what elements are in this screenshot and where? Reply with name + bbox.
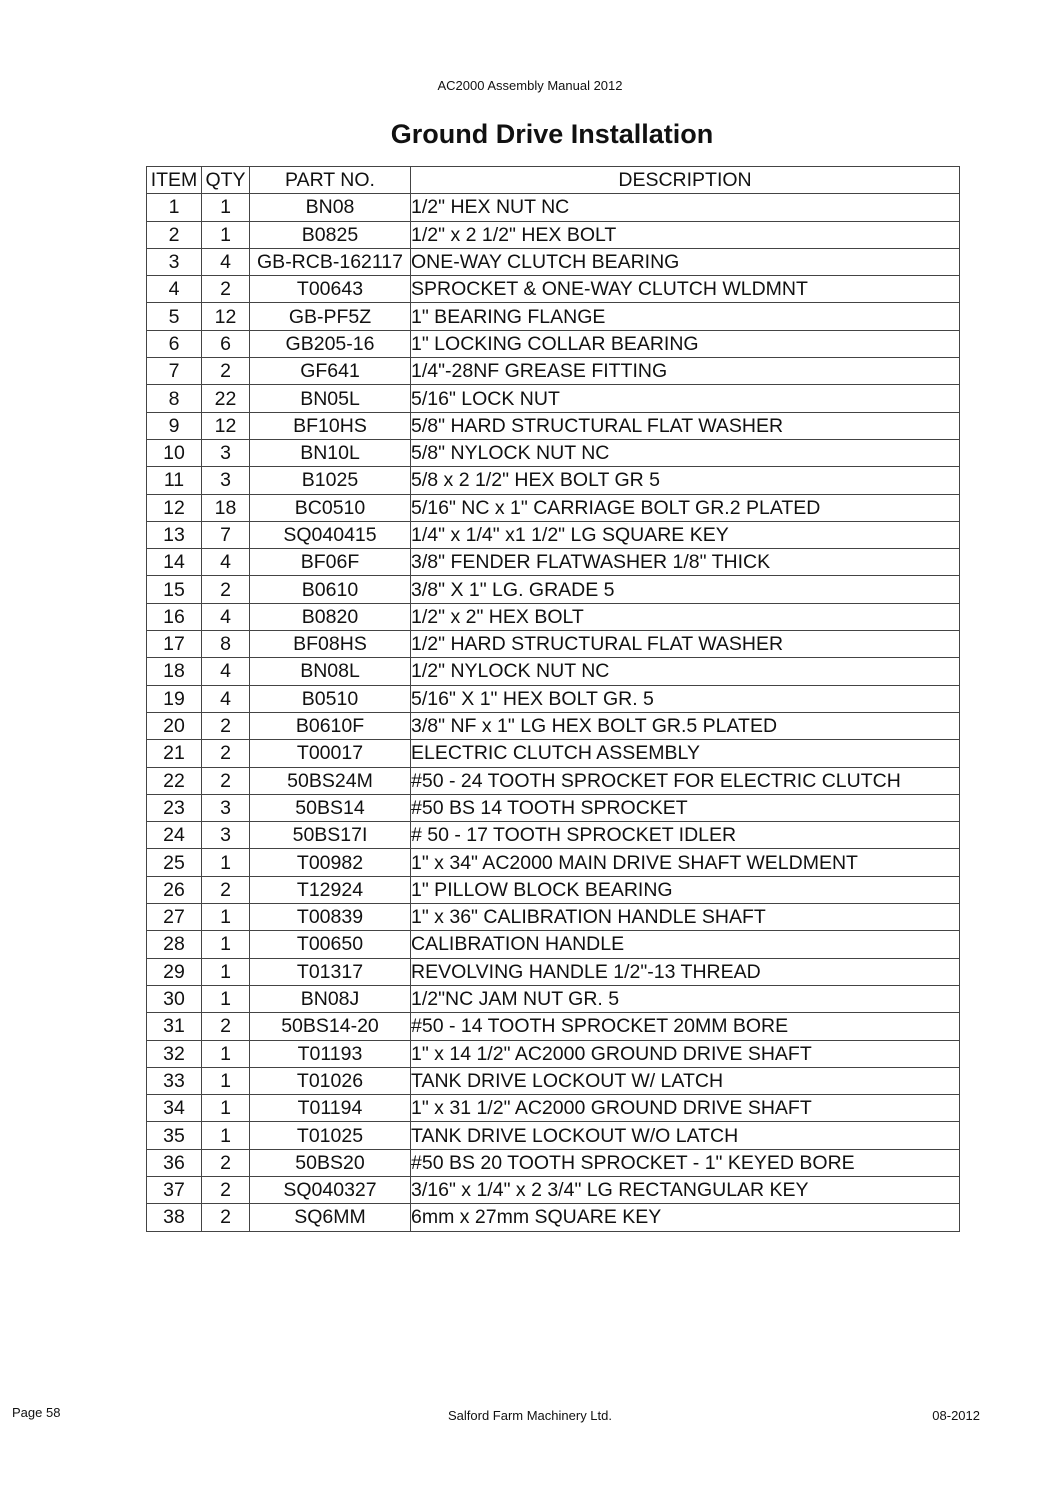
table-row (147, 412, 960, 439)
description-cell: REVOLVING HANDLE 1/2"-13 THREAD (411, 958, 960, 985)
item-cell: 2 (147, 221, 202, 248)
table-row (147, 1040, 960, 1067)
qty-cell: 1 (202, 904, 250, 931)
part-no-cell: T01026 (250, 1067, 411, 1094)
table-row (147, 521, 960, 548)
part-no-cell: T01194 (250, 1095, 411, 1122)
table-row (147, 194, 960, 221)
description-cell: 3/16" x 1/4" x 2 3/4" LG RECTANGULAR KEY (411, 1176, 960, 1203)
qty-cell: 1 (202, 849, 250, 876)
part-no-cell: B0825 (250, 221, 411, 248)
item-cell: 21 (147, 740, 202, 767)
item-cell: 13 (147, 521, 202, 548)
item-cell: 19 (147, 685, 202, 712)
part-no-cell: B1025 (250, 467, 411, 494)
qty-cell: 2 (202, 876, 250, 903)
part-no-cell: 50BS14-20 (250, 1013, 411, 1040)
description-cell: 1/2" x 2 1/2" HEX BOLT (411, 221, 960, 248)
description-cell: 3/8" X 1" LG. GRADE 5 (411, 576, 960, 603)
table-row (147, 849, 960, 876)
part-no-cell: BN08J (250, 985, 411, 1012)
item-cell: 12 (147, 494, 202, 521)
part-no-cell: T00017 (250, 740, 411, 767)
description-cell: TANK DRIVE LOCKOUT W/O LATCH (411, 1122, 960, 1149)
item-cell: 37 (147, 1176, 202, 1203)
part-no-cell: GF641 (250, 358, 411, 385)
part-no-cell: B0820 (250, 603, 411, 630)
qty-cell: 3 (202, 822, 250, 849)
qty-cell: 2 (202, 1204, 250, 1231)
item-cell: 26 (147, 876, 202, 903)
item-cell: 3 (147, 248, 202, 275)
item-cell: 31 (147, 1013, 202, 1040)
table-row (147, 1013, 960, 1040)
description-cell: 5/8" NYLOCK NUT NC (411, 439, 960, 466)
table-row (147, 685, 960, 712)
part-no-cell: 50BS14 (250, 794, 411, 821)
item-cell: 8 (147, 385, 202, 412)
description-cell: 3/8" FENDER FLATWASHER 1/8" THICK (411, 549, 960, 576)
table-row (147, 467, 960, 494)
table-row (147, 904, 960, 931)
item-cell: 1 (147, 194, 202, 221)
description-cell: 1/4"-28NF GREASE FITTING (411, 358, 960, 385)
item-cell: 29 (147, 958, 202, 985)
description-cell: # 50 - 17 TOOTH SPROCKET IDLER (411, 822, 960, 849)
qty-cell: 22 (202, 385, 250, 412)
table-row (147, 931, 960, 958)
table-row (147, 358, 960, 385)
column-header-item: ITEM (147, 167, 202, 194)
table-row (147, 303, 960, 330)
table-row (147, 767, 960, 794)
part-no-cell: BN05L (250, 385, 411, 412)
description-cell: #50 - 14 TOOTH SPROCKET 20MM BORE (411, 1013, 960, 1040)
description-cell: 5/16" NC x 1" CARRIAGE BOLT GR.2 PLATED (411, 494, 960, 521)
qty-cell: 2 (202, 1176, 250, 1203)
company-name: Salford Farm Machinery Ltd. (447, 1408, 612, 1423)
qty-cell: 2 (202, 767, 250, 794)
part-no-cell: T01317 (250, 958, 411, 985)
item-cell: 10 (147, 439, 202, 466)
table-row (147, 740, 960, 767)
table-row (147, 385, 960, 412)
qty-cell: 4 (202, 603, 250, 630)
page-number: Page 58 (12, 1405, 61, 1420)
description-cell: 1" x 34" AC2000 MAIN DRIVE SHAFT WELDMENT (411, 849, 960, 876)
part-no-cell: SQ040327 (250, 1176, 411, 1203)
description-cell: ELECTRIC CLUTCH ASSEMBLY (411, 740, 960, 767)
description-cell: TANK DRIVE LOCKOUT W/ LATCH (411, 1067, 960, 1094)
description-cell: 1/2" HEX NUT NC (411, 194, 960, 221)
qty-cell: 1 (202, 1040, 250, 1067)
qty-cell: 1 (202, 1095, 250, 1122)
description-cell: 1/2" HARD STRUCTURAL FLAT WASHER (411, 631, 960, 658)
part-no-cell: BN08 (250, 194, 411, 221)
qty-cell: 4 (202, 658, 250, 685)
table-row (147, 248, 960, 275)
item-cell: 9 (147, 412, 202, 439)
table-row (147, 876, 960, 903)
item-cell: 33 (147, 1067, 202, 1094)
part-no-cell: T00643 (250, 276, 411, 303)
qty-cell: 12 (202, 412, 250, 439)
table-row (147, 958, 960, 985)
description-cell: 1" LOCKING COLLAR BEARING (411, 330, 960, 357)
table-row (147, 1176, 960, 1203)
table-row (147, 794, 960, 821)
item-cell: 38 (147, 1204, 202, 1231)
description-cell: 1/4" x 1/4" x1 1/2" LG SQUARE KEY (411, 521, 960, 548)
item-cell: 34 (147, 1095, 202, 1122)
table-row (147, 712, 960, 739)
item-cell: 32 (147, 1040, 202, 1067)
table-row (147, 439, 960, 466)
part-no-cell: BN08L (250, 658, 411, 685)
item-cell: 7 (147, 358, 202, 385)
table-row (147, 1067, 960, 1094)
description-cell: SPROCKET & ONE-WAY CLUTCH WLDMNT (411, 276, 960, 303)
table-row (147, 1095, 960, 1122)
column-header-qty: QTY (202, 167, 250, 194)
description-cell: 1" x 36" CALIBRATION HANDLE SHAFT (411, 904, 960, 931)
part-no-cell: BF10HS (250, 412, 411, 439)
qty-cell: 1 (202, 985, 250, 1012)
part-no-cell: 50BS20 (250, 1149, 411, 1176)
part-no-cell: T00982 (250, 849, 411, 876)
description-cell: #50 BS 20 TOOTH SPROCKET - 1" KEYED BORE (411, 1149, 960, 1176)
description-cell: 3/8" NF x 1" LG HEX BOLT GR.5 PLATED (411, 712, 960, 739)
description-cell: 5/16" X 1" HEX BOLT GR. 5 (411, 685, 960, 712)
description-cell: 1/2" x 2" HEX BOLT (411, 603, 960, 630)
item-cell: 35 (147, 1122, 202, 1149)
part-no-cell: T00650 (250, 931, 411, 958)
table-row (147, 1149, 960, 1176)
table-row (147, 985, 960, 1012)
description-cell: 5/8" HARD STRUCTURAL FLAT WASHER (411, 412, 960, 439)
description-cell: CALIBRATION HANDLE (411, 931, 960, 958)
part-no-cell: SQ6MM (250, 1204, 411, 1231)
qty-cell: 4 (202, 685, 250, 712)
item-cell: 14 (147, 549, 202, 576)
item-cell: 18 (147, 658, 202, 685)
description-cell: 5/8 x 2 1/2" HEX BOLT GR 5 (411, 467, 960, 494)
description-cell: ONE-WAY CLUTCH BEARING (411, 248, 960, 275)
column-header-description: DESCRIPTION (411, 167, 960, 194)
qty-cell: 4 (202, 549, 250, 576)
part-no-cell: GB-RCB-162117 (250, 248, 411, 275)
item-cell: 23 (147, 794, 202, 821)
part-no-cell: B0610 (250, 576, 411, 603)
document-header: AC2000 Assembly Manual 2012 (437, 78, 623, 93)
table-row (147, 549, 960, 576)
part-no-cell: T01025 (250, 1122, 411, 1149)
table-row (147, 631, 960, 658)
qty-cell: 12 (202, 303, 250, 330)
item-cell: 30 (147, 985, 202, 1012)
part-no-cell: BN10L (250, 439, 411, 466)
qty-cell: 2 (202, 576, 250, 603)
qty-cell: 1 (202, 958, 250, 985)
table-row (147, 658, 960, 685)
qty-cell: 3 (202, 467, 250, 494)
page-title: Ground Drive Installation (390, 119, 714, 149)
part-no-cell: 50BS24M (250, 767, 411, 794)
item-cell: 15 (147, 576, 202, 603)
qty-cell: 1 (202, 1122, 250, 1149)
part-no-cell: GB205-16 (250, 330, 411, 357)
table-row (147, 603, 960, 630)
description-cell: 1" x 31 1/2" AC2000 GROUND DRIVE SHAFT (411, 1095, 960, 1122)
item-cell: 36 (147, 1149, 202, 1176)
part-no-cell: BC0510 (250, 494, 411, 521)
column-header-part-no: PART NO. (250, 167, 411, 194)
table-row (147, 330, 960, 357)
table-row (147, 1204, 960, 1231)
qty-cell: 2 (202, 358, 250, 385)
description-cell: 6mm x 27mm SQUARE KEY (411, 1204, 960, 1231)
part-no-cell: B0510 (250, 685, 411, 712)
description-cell: 1" PILLOW BLOCK BEARING (411, 876, 960, 903)
item-cell: 6 (147, 330, 202, 357)
table-header-row (147, 167, 960, 194)
description-cell: 1/2"NC JAM NUT GR. 5 (411, 985, 960, 1012)
item-cell: 5 (147, 303, 202, 330)
qty-cell: 3 (202, 794, 250, 821)
part-no-cell: BF08HS (250, 631, 411, 658)
qty-cell: 8 (202, 631, 250, 658)
part-no-cell: 50BS17I (250, 822, 411, 849)
description-cell: #50 BS 14 TOOTH SPROCKET (411, 794, 960, 821)
table-row (147, 494, 960, 521)
part-no-cell: T00839 (250, 904, 411, 931)
description-cell: 5/16" LOCK NUT (411, 385, 960, 412)
qty-cell: 18 (202, 494, 250, 521)
item-cell: 4 (147, 276, 202, 303)
table-row (147, 1122, 960, 1149)
qty-cell: 7 (202, 521, 250, 548)
item-cell: 22 (147, 767, 202, 794)
parts-table (146, 166, 960, 1232)
qty-cell: 1 (202, 1067, 250, 1094)
parts-table-body (147, 194, 960, 1231)
item-cell: 17 (147, 631, 202, 658)
item-cell: 27 (147, 904, 202, 931)
table-row (147, 822, 960, 849)
part-no-cell: T01193 (250, 1040, 411, 1067)
table-row (147, 276, 960, 303)
qty-cell: 1 (202, 221, 250, 248)
table-row (147, 576, 960, 603)
qty-cell: 6 (202, 330, 250, 357)
qty-cell: 1 (202, 931, 250, 958)
qty-cell: 3 (202, 439, 250, 466)
part-no-cell: T12924 (250, 876, 411, 903)
part-no-cell: GB-PF5Z (250, 303, 411, 330)
table-row (147, 221, 960, 248)
item-cell: 11 (147, 467, 202, 494)
item-cell: 28 (147, 931, 202, 958)
qty-cell: 4 (202, 248, 250, 275)
item-cell: 20 (147, 712, 202, 739)
part-no-cell: BF06F (250, 549, 411, 576)
part-no-cell: SQ040415 (250, 521, 411, 548)
document-date: 08-2012 (932, 1408, 980, 1423)
item-cell: 16 (147, 603, 202, 630)
item-cell: 25 (147, 849, 202, 876)
qty-cell: 2 (202, 740, 250, 767)
qty-cell: 2 (202, 1013, 250, 1040)
description-cell: 1/2" NYLOCK NUT NC (411, 658, 960, 685)
qty-cell: 2 (202, 276, 250, 303)
qty-cell: 2 (202, 1149, 250, 1176)
qty-cell: 2 (202, 712, 250, 739)
item-cell: 24 (147, 822, 202, 849)
qty-cell: 1 (202, 194, 250, 221)
description-cell: 1" BEARING FLANGE (411, 303, 960, 330)
part-no-cell: B0610F (250, 712, 411, 739)
description-cell: #50 - 24 TOOTH SPROCKET FOR ELECTRIC CLUTCH (411, 767, 960, 794)
description-cell: 1" x 14 1/2" AC2000 GROUND DRIVE SHAFT (411, 1040, 960, 1067)
